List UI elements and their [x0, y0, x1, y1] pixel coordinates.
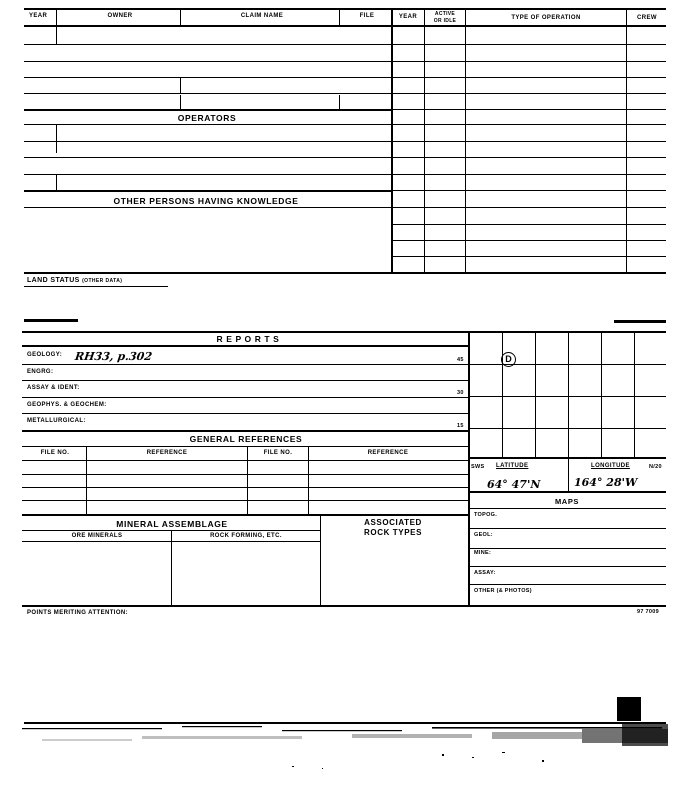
ref-col-reference-1: REFERENCE [146, 450, 188, 456]
associated-rock-types-line2: ROCK TYPES [363, 528, 423, 537]
reports-title: R E P O R T S [216, 334, 280, 344]
report-label-metallurgical: METALLURGICAL: [27, 418, 86, 424]
report-label-geology: GEOLOGY: [27, 352, 63, 358]
scan-artifact-block [617, 697, 641, 721]
smudge-mark [614, 320, 666, 323]
maps-title: MAPS [554, 497, 580, 506]
operators-label: OPERATORS [177, 113, 237, 123]
header-crew: CREW [637, 15, 657, 21]
maps-row-topog: TOPOG. [474, 512, 498, 518]
general-references-title: GENERAL REFERENCES [189, 434, 303, 444]
report-label-geophys: GEOPHYS. & GEOCHEM: [27, 402, 107, 408]
associated-rock-types-line1: ASSOCIATED [364, 518, 422, 527]
ref-col-file-no-2: FILE NO. [263, 450, 293, 456]
ref-col-reference-2: REFERENCE [367, 450, 409, 456]
points-meriting-attention: POINTS MERITING ATTENTION: [27, 610, 129, 616]
maps-row-mine: MINE: [474, 550, 492, 556]
smudge-mark [24, 319, 78, 322]
ref-col-file-no-1: FILE NO. [40, 450, 70, 456]
mineral-col-rock-forming: ROCK FORMING, ETC. [210, 533, 282, 539]
longitude-label: LONGITUDE [591, 463, 630, 469]
other-persons-label: OTHER PERSONS HAVING KNOWLEDGE [113, 196, 299, 206]
report-geology-handwritten: RH33, p.302 [74, 350, 153, 363]
location-marker-letter: D [505, 354, 512, 364]
mineral-assemblage-title: MINERAL ASSEMBLAGE [116, 519, 228, 529]
header-or-idle: OR IDLE [433, 18, 457, 24]
latitude-label: LATITUDE [496, 463, 529, 469]
report-code-geology: 45 [457, 357, 464, 363]
report-label-assay: ASSAY & IDENT: [27, 385, 80, 391]
header-year: YEAR [29, 13, 48, 19]
longitude-value: 164° 28'W [574, 476, 638, 489]
header-year-2: YEAR [398, 14, 418, 20]
land-status-sub-label: (OTHER DATA) [82, 278, 123, 284]
longitude-suffix: N/20 [649, 464, 662, 470]
land-status-text: LAND STATUS [27, 277, 80, 284]
location-marker [501, 352, 516, 367]
scan-noise [22, 724, 668, 774]
maps-row-assay: ASSAY: [474, 570, 496, 576]
header-claim-name: CLAIM NAME [240, 13, 284, 19]
report-label-engrg: ENGRG: [27, 369, 54, 375]
latitude-prefix: SWS [471, 464, 485, 470]
header-type-of-operation: TYPE OF OPERATION [511, 15, 581, 21]
report-code-metallurgical: 15 [457, 423, 464, 429]
maps-row-geol: GEOL: [474, 532, 493, 538]
header-file: FILE [359, 13, 375, 19]
form-number: 97 7009 [637, 609, 659, 615]
maps-row-other: OTHER (& PHOTOS) [474, 588, 532, 594]
report-code-assay: 30 [457, 390, 464, 396]
land-status-label [27, 277, 122, 284]
header-active: ACTIVE [434, 11, 456, 17]
header-owner: OWNER [107, 13, 133, 19]
mineral-col-ore: ORE MINERALS [71, 533, 123, 539]
latitude-value: 64° 47'N [487, 478, 541, 491]
